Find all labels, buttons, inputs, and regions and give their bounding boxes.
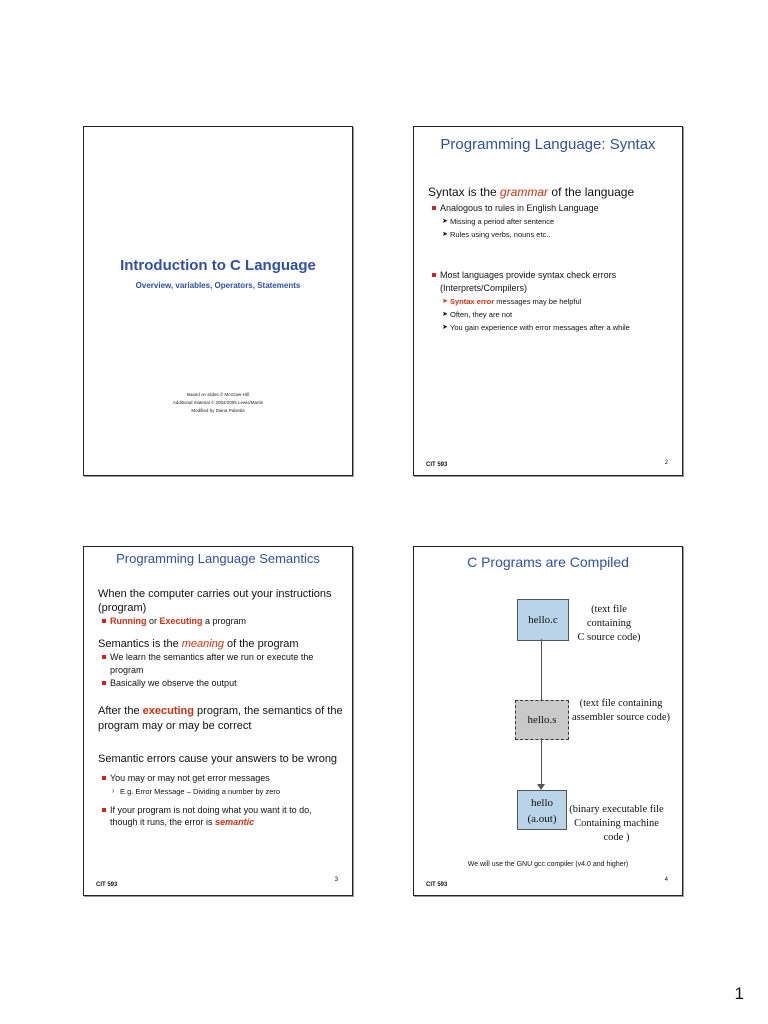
paragraph: Semantics is the meaning of the program [98,638,299,650]
slide-number: 3 [334,877,338,883]
page-number: 1 [734,984,744,1003]
bullet-item: Most languages provide syntax check errors (Interprets/Compilers) [428,269,674,295]
slide-footer: CIT 593 [96,882,118,888]
slide-3-title: Programming Language Semantics [116,551,320,566]
slide-2-title: Programming Language: Syntax [440,136,656,153]
hello-c-description: (text file containing C source code) [577,604,641,643]
paragraph: When the computer carries out your instructions (program) [98,588,332,614]
slide-2-body [428,185,674,334]
slide-1-credits [84,391,352,415]
bullet-item: Basically we observe the output [98,677,344,690]
slide-1 [83,126,353,476]
flow-line [541,639,542,700]
syntax-definition: Syntax is the grammar of the language [428,185,635,199]
credit-line: Modified by Diana Palsetia [191,408,245,413]
credit-line: Additional material © 2004/2005 Lewis/Martin [172,400,264,405]
sub-bullet-item: ➤ You gain experience with error messages after a while [442,323,630,332]
bullet-item: Running or Executing a program [98,615,344,628]
flow-line [541,738,542,784]
sub-bullet-item: ➤ Missing a period after sentence [442,217,555,226]
slide-3-body [98,587,344,828]
sub-bullet-item: ➤ Often, they are not [442,310,513,319]
bullet-item: We learn the semantics after we run or execute the program [98,651,344,677]
sub-bullet-item: ➤ Rules using verbs, nouns etc.. [442,230,551,239]
sub-bullet-item: ➤ Syntax error messages may be helpful [442,297,582,306]
hello-executable-box: hello (a.out) [517,790,567,830]
slide-1-subtitle: Overview, variables, Operators, Statements [135,281,301,290]
slide-number: 4 [664,877,668,883]
slide-footer: CIT 593 [426,882,448,888]
paragraph: After the executing program, the semantics of the program may or may be correct [98,705,343,732]
hello-s-description: (text file containing assembler source code) [572,698,670,723]
hello-executable-description: (binary executable file Containing machine code ) [569,804,664,843]
credit-line: Based on slides © McGraw-Hill [186,392,250,397]
bullet-item: If your program is not doing what you want it to do, though it runs, the error is semantic [98,804,344,828]
hello-c-box: hello.c [517,599,569,641]
slide-4-title: C Programs are Compiled [467,554,629,570]
slide-number: 2 [664,460,668,466]
slide-1-title: Introduction to C Language [120,257,316,274]
slide-4 [413,546,683,896]
paragraph: Semantic errors cause your answers to be wrong [98,753,338,765]
slide-2 [413,126,683,476]
hello-s-box: hello.s [515,700,569,740]
bullet-item: You may or may not get error messages [98,772,344,785]
slide-footer: CIT 593 [426,462,448,468]
bullet-item: Analogous to rules in English Language [428,202,674,215]
sub-bullet-item: › E.g. Error Message – Dividing a number by zero [112,787,281,796]
compiler-note: We will use the GNU gcc compiler (v4.0 and higher) [467,861,629,868]
slide-3 [83,546,353,896]
